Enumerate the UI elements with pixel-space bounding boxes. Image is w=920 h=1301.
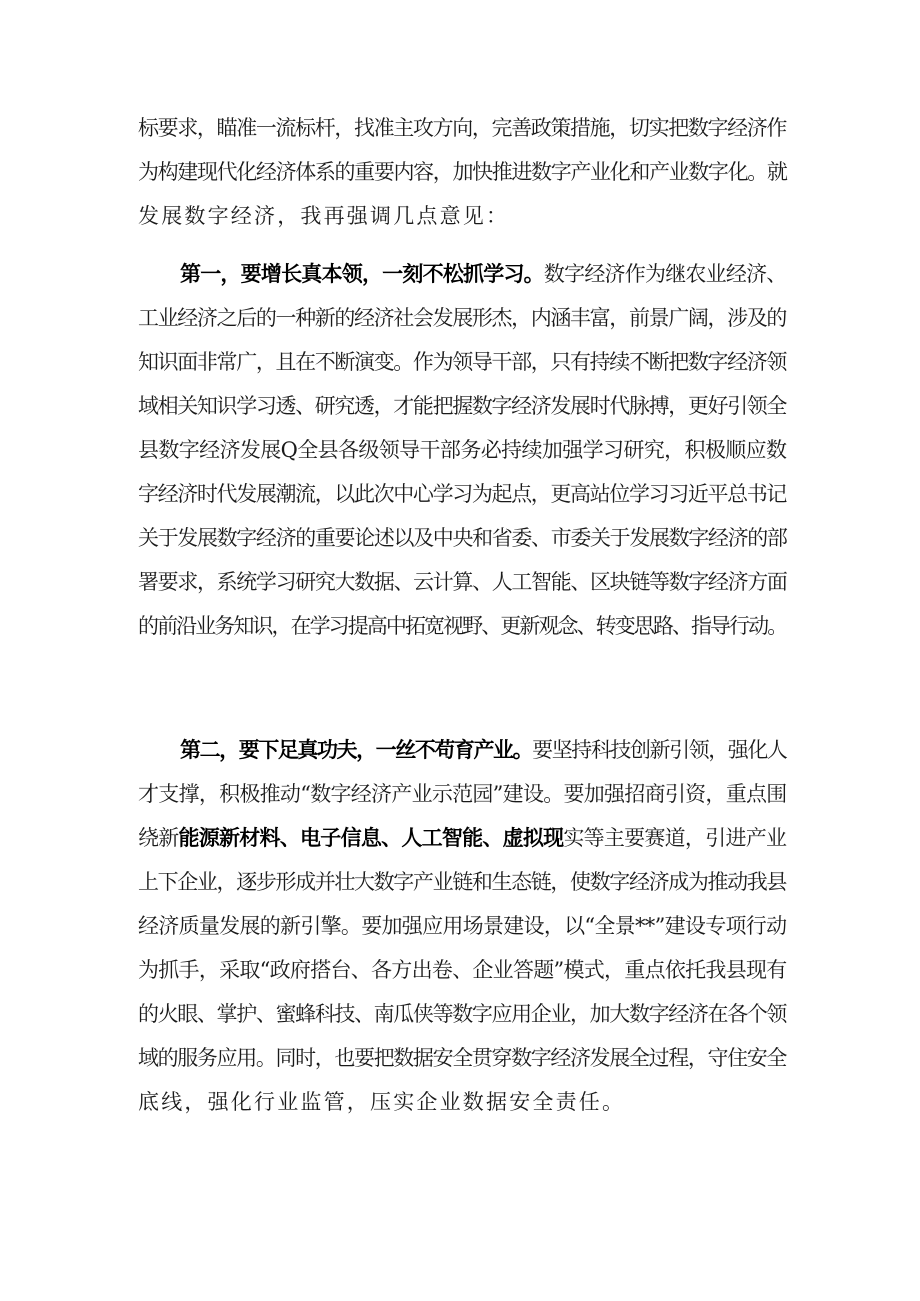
text-span: 数字经济作为继农业经济、 bbox=[543, 262, 787, 286]
paragraph-1 bbox=[138, 106, 788, 238]
text-line bbox=[138, 728, 788, 772]
text-line: 标要求，瞄准一流标杆，找准主攻方向，完善政策措施，切实把数字经济作 bbox=[138, 116, 787, 140]
section-heading-1: 第一，要增长真本领，一刻不松抓学习。 bbox=[180, 262, 544, 286]
text-line: 上下企业，逐步形成并壮大数字产业链和生态链，使数字经济成为推动我县 bbox=[138, 870, 787, 894]
paragraph-3 bbox=[138, 728, 788, 1124]
text-line bbox=[138, 252, 788, 296]
text-span: 实等主要赛道，引进产业 bbox=[563, 826, 787, 850]
text-line: 字经济时代发展潮流，以此次中心学习为起点，更高站位学习习近平总书记 bbox=[138, 482, 787, 506]
text-line: 经济质量发展的新引擎。要加强应用场景建设，以“全景**”建设专项行动 bbox=[138, 914, 787, 938]
section-heading-2: 第二，要下足真功夫，一丝不苟育产业。 bbox=[180, 738, 533, 762]
text-line: 域相关知识学习透、研究透，才能把握数字经济发展时代脉搏，更好引领全 bbox=[138, 394, 787, 418]
text-line: 的前沿业务知识，在学习提高中拓宽视野、更新观念、转变思路、指导行动。 bbox=[138, 614, 787, 638]
text-line: 的火眼、掌护、蜜蜂科技、南瓜侠等数字应用企业，加大数字经济在各个领 bbox=[138, 1002, 787, 1026]
text-line: 关于发展数字经济的重要论述以及中央和省委、市委关于发展数字经济的部 bbox=[138, 526, 787, 550]
text-line: 域的服务应用。同时，也要把数据安全贯穿数字经济发展全过程，守住安全 bbox=[138, 1046, 787, 1070]
text-span: 绕新 bbox=[138, 826, 179, 850]
text-line: 署要求，系统学习研究大数据、云计算、人工智能、区块链等数字经济方面 bbox=[138, 570, 787, 594]
emphasis-text: 能源新材料、电子信息、人工智能、虚拟现 bbox=[178, 826, 564, 850]
paragraph-2 bbox=[138, 252, 788, 648]
text-line: 县数字经济发展Q全县各级领导干部务必持续加强学习研究，积极顺应数 bbox=[138, 438, 787, 462]
text-line: 底线，强化行业监管，压实企业数据安全责任。 bbox=[138, 1090, 626, 1114]
text-line bbox=[138, 816, 788, 860]
text-span: 要坚持科技创新引领，强化人 bbox=[532, 738, 787, 762]
text-line: 为抓手，采取“政府搭台、各方出卷、企业答题”模式，重点依托我县现有 bbox=[138, 958, 787, 982]
text-line: 知识面非常广，且在不断演变。作为领导干部，只有持续不断把数字经济领 bbox=[138, 350, 787, 374]
text-line: 才支撑，积极推动“数字经济产业示范园”建设。要加强招商引资，重点围 bbox=[138, 782, 787, 806]
text-line: 为构建现代化经济体系的重要内容，加快推进数字产业化和产业数字化。就 bbox=[138, 160, 787, 184]
text-line: 工业经济之后的一种新的经济社会发展形杰，内涵丰富，前景广阔，涉及的 bbox=[138, 306, 787, 330]
text-line: 发展数字经济，我再强调几点意见： bbox=[138, 204, 510, 228]
